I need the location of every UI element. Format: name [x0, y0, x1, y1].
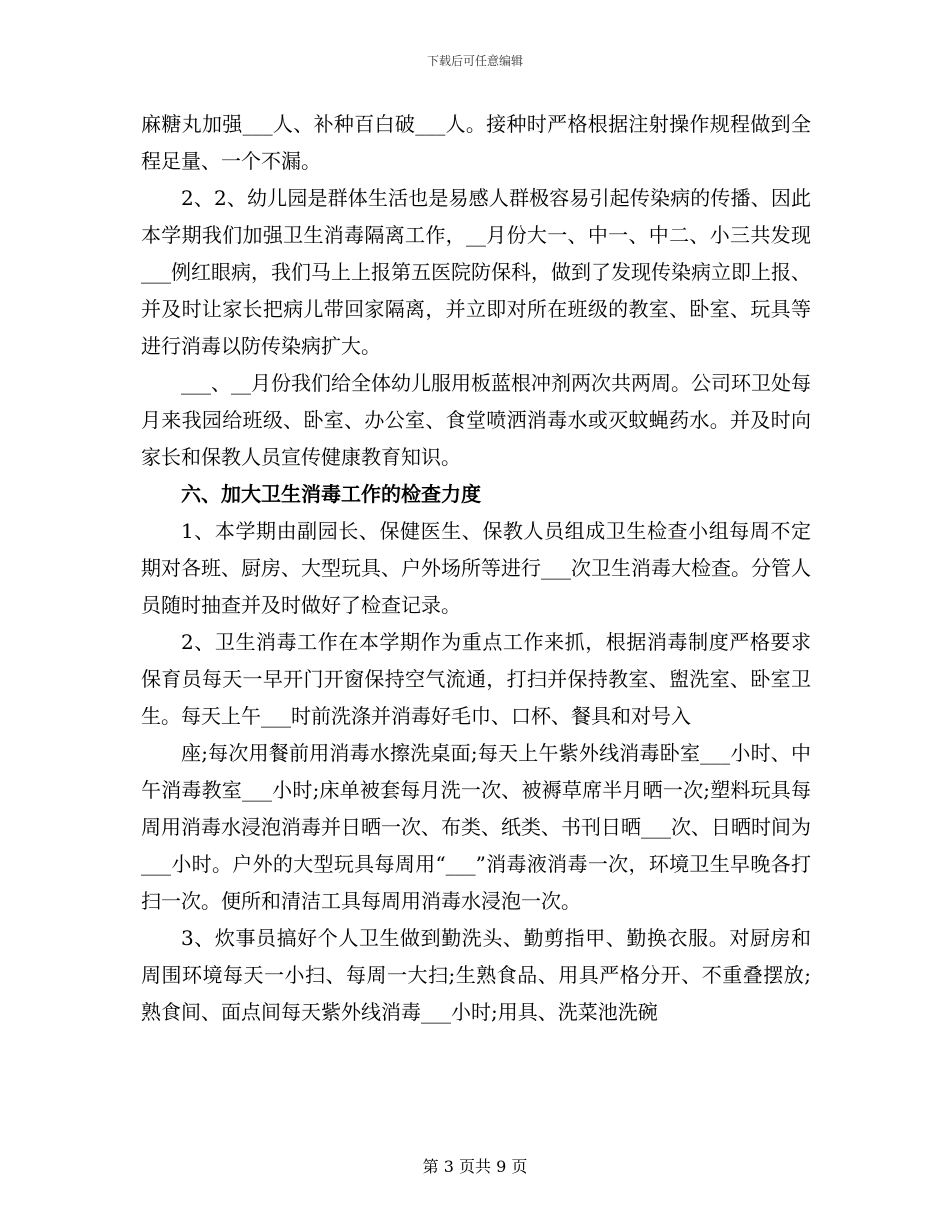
section-heading-inspection: 六、加大卫生消毒工作的检查力度	[181, 482, 481, 506]
page-number: 第 3 页共 9 页	[422, 1157, 528, 1176]
paragraph-kitchen-hygiene: 3、炊事员搞好个人卫生做到勤洗头、勤剪指甲、勤换衣服。对厨房和周围环境每天一小扫、每周一大扫;生熟食品、用具严格分开、不重叠摆放;熟食间、面点间每天紫外线消毒___小时;用具、洗菜池洗碗	[141, 926, 811, 1024]
paragraph-disinfection-focus: 2、卫生消毒工作在本学期作为重点工作来抓，根据消毒制度严格要求保育员每天一早开门开窗保持空气流通，打扫并保持教室、盥洗室、卧室卫生。每天上午___时前洗涤并消毒好毛巾、口杯、餐具和对号入	[141, 630, 811, 728]
page-header: 下载后可任意编辑	[426, 54, 523, 68]
paragraph-vaccination: 麻糖丸加强___人、补种百白破___人。接种时严格根据注射操作规程做到全程足量、一个不漏。	[141, 112, 811, 173]
paragraph-infectious-disease: 2、2、幼儿园是群体生活也是易感人群极容易引起传染病的传播、因此本学期我们加强卫生消毒隔离工作，__月份大一、中一、中二、小三共发现___例红眼病，我们马上上报第五医院防保科，做到了发现传染病立即上报、并及时让家长把病儿带回家隔离，并立即对所在班级的教室、卧室、玩具等进行消毒以防传染病扩大。	[141, 186, 811, 358]
document-body	[141, 106, 811, 1031]
paragraph-banlangen: ___、__月份我们给全体幼儿服用板蓝根冲剂两次共两周。公司环卫处每月来我园给班级、卧室、办公室、食堂喷洒消毒水或灭蚊蝇药水。并及时向家长和保教人员宣传健康教育知识。	[141, 371, 811, 469]
paragraph-disinfection-schedule: 座;每次用餐前用消毒水擦洗桌面;每天上午紫外线消毒卧室___小时、中午消毒教室___小时;床单被套每月洗一次、被褥草席半月晒一次;塑料玩具每周用消毒水浸泡消毒并日晒一次、布类、纸类、书刊日晒___次、日晒时间为___小时。户外的大型玩具每周用“___”消毒液消毒一次，环境卫生早晚各打扫一次。便所和清洁工具每周用消毒水浸泡一次。	[141, 741, 811, 913]
paragraph-inspection-team: 1、本学期由副园长、保健医生、保教人员组成卫生检查小组每周不定期对各班、厨房、大型玩具、户外场所等进行___次卫生消毒大检查。分管人员随时抽查并及时做好了检查记录。	[141, 519, 811, 617]
